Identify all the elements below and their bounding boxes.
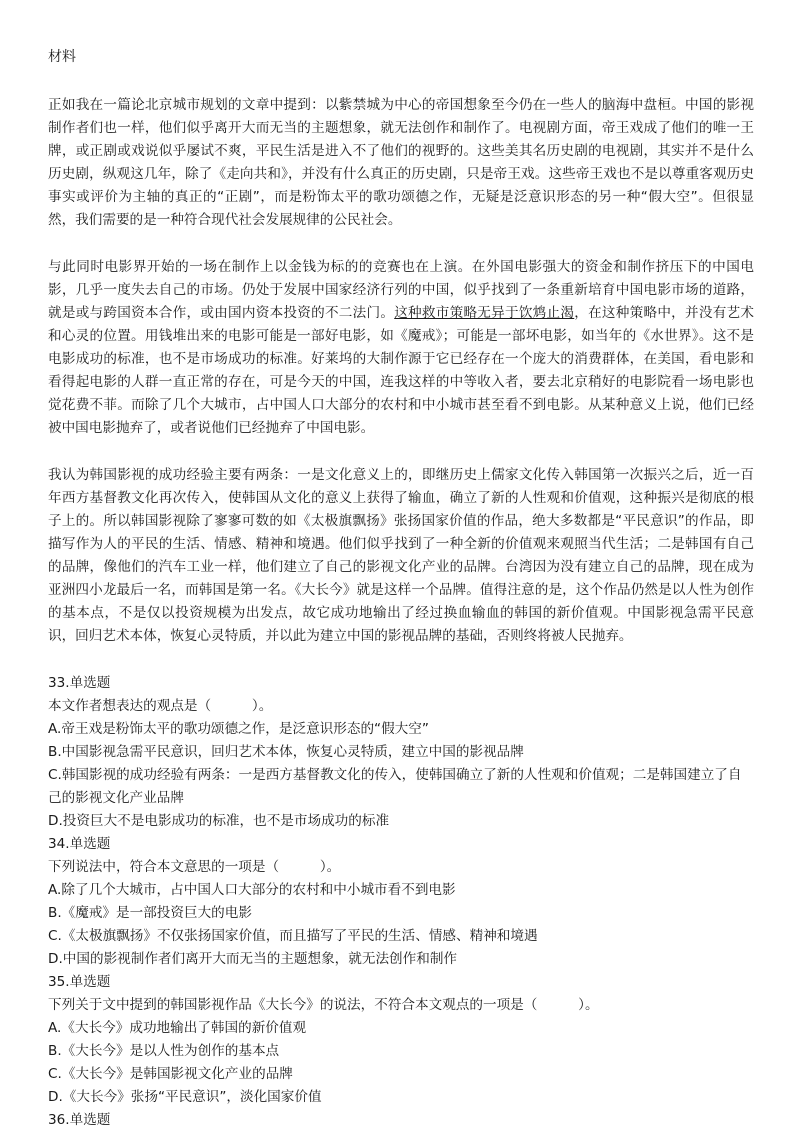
question-number: 34.单选题	[48, 836, 111, 852]
option-d[interactable]: D.投资巨大不是电影成功的标准，也不是市场成功的标准	[48, 813, 390, 829]
question-stem: 下列说法中，符合本文意思的一项是（ ）。	[48, 859, 341, 875]
question-35	[48, 971, 754, 1109]
material-heading: 材料	[48, 49, 76, 65]
option-d[interactable]: D.《大长今》张扬“平民意识”，淡化国家价值	[48, 1089, 322, 1105]
option-a[interactable]: A.《大长今》成功地输出了韩国的新价值观	[48, 1020, 307, 1036]
paragraph-2	[48, 256, 754, 440]
paragraph-1: 正如我在一篇论北京城市规划的文章中提到：以紫禁城为中心的帝国想象至今仍在一些人的脑海中盘桓。中国的影视制作者们也一样，他们似乎离开大而无当的主题想象，就无法创作和制作了。电视剧方面，帝王戏成了他们的唯一王牌，或正剧或戏说似乎屡试不爽，平民生活是进入不了他们的视野的。这些美其名历史剧的电视剧，其实并不是什么历史剧，纵观这几年，除了《走向共和》，并没有什么真正的历史剧，只是帝王戏。这些帝王戏也不是以尊重客观历史事实或评价为主轴的真正的“正剧”，而是粉饰太平的歌功颂德之作，无疑是泛意识形态的另一种“假大空”。但很显然，我们需要的是一种符合现代社会发展规律的公民社会。	[48, 97, 754, 228]
option-c[interactable]: C.《大长今》是韩国影视文化产业的品牌	[48, 1066, 293, 1082]
question-stem: 本文作者想表达的观点是（ ）。	[48, 698, 273, 714]
paragraph-3: 我认为韩国影视的成功经验主要有两条：一是文化意义上的，即继历史上儒家文化传入韩国第一次振兴之后，近一百年西方基督教文化再次传入，使韩国从文化的意义上获得了输血，确立了新的人性观和价值观，这种振兴是彻底的根子上的。所以韩国影视除了寥寥可数的如《太极旗飘扬》张扬国家价值的作品，绝大多数都是“平民意识”的作品，即描写作为人的平民的生活、情感、精神和境遇。他们似乎找到了一种全新的价值观来观照当代生活；二是韩国有自己的品牌，像他们的汽车工业一样，他们建立了自己的影视文化产业的品牌。台湾因为没有建立自己的品牌，现在成为亚洲四小龙最后一名，而韩国是第一名。《大长今》就是这样一个品牌。值得注意的是，这个作品仍然是以人性为创作的基本点，不是仅以投资规模为出发点，故它成功地输出了经过换血输血的韩国的新价值观。中国影视急需平民意识，回归艺术本体，恢复心灵特质，并以此为建立中国的影视品牌的基础，否则终将被人民抛弃。	[48, 467, 754, 644]
question-36	[48, 1109, 754, 1132]
option-c[interactable]: C.韩国影视的成功经验有两条：一是西方基督教文化的传入，使韩国确立了新的人性观和价值观；二是韩国建立了自己的影视文化产业品牌	[48, 767, 742, 806]
option-c[interactable]: C.《太极旗飘扬》不仅张扬国家价值，而且描写了平民的生活、情感、精神和境遇	[48, 928, 538, 944]
question-stem: 下列关于文中提到的韩国影视作品《大长今》的说法，不符合本文观点的一项是（ ）。	[48, 997, 599, 1013]
question-number: 33.单选题	[48, 675, 111, 691]
paragraph-2-before: 与此同时电影界开始的一场在制作上以金钱为标的的竞赛也在上演。在外国电影强大的资金和制作挤压下的中国电影，几乎一度失去自己的市场。仍处于发展中国家经济行列的中国，似乎找到了一条重新培育中国电影市场的道路，就是或与跨国资本合作，或由国内资本投资的不二法门。	[48, 259, 754, 321]
question-33	[48, 672, 754, 833]
option-d[interactable]: D.中国的影视制作者们离开大而无当的主题想象，就无法创作和制作	[48, 951, 458, 967]
option-a[interactable]: A.除了几个大城市，占中国人口大部分的农村和中小城市看不到电影	[48, 882, 456, 898]
question-34	[48, 833, 754, 971]
question-number: 36.单选题	[48, 1112, 111, 1128]
option-b[interactable]: B.中国影视急需平民意识，回归艺术本体，恢复心灵特质，建立中国的影视品牌	[48, 744, 524, 760]
option-a[interactable]: A.帝王戏是粉饰太平的歌功颂德之作，是泛意识形态的“假大空”	[48, 721, 429, 737]
paragraph-2-after: ，在这种策略中，并没有艺术和心灵的位置。用钱堆出来的电影可能是一部好电影，如《魔戒》；可能是一部坏电影，如当年的《水世界》。这不是电影成功的标准，也不是市场成功的标准。好莱坞的大制作源于它已经存在一个庞大的消费群体，在美国，看电影和看得起电影的人群一直正常的存在，可是今天的中国，连我这样的中等收入者，要去北京稍好的电影院看一场电影也觉花费不菲。而除了几个大城市，占中国人口大部分的农村和中小城市甚至看不到电影。从某种意义上说，他们已经被中国电影抛弃了，或者说他们已经抛弃了中国电影。	[48, 305, 755, 436]
option-b[interactable]: B.《魔戒》是一部投资巨大的电影	[48, 905, 252, 921]
document-page	[48, 46, 754, 1132]
option-b[interactable]: B.《大长今》是以人性为创作的基本点	[48, 1043, 280, 1059]
underlined-sentence: 这种救市策略无异于饮鸩止渴	[394, 305, 575, 321]
question-number: 35.单选题	[48, 974, 111, 990]
